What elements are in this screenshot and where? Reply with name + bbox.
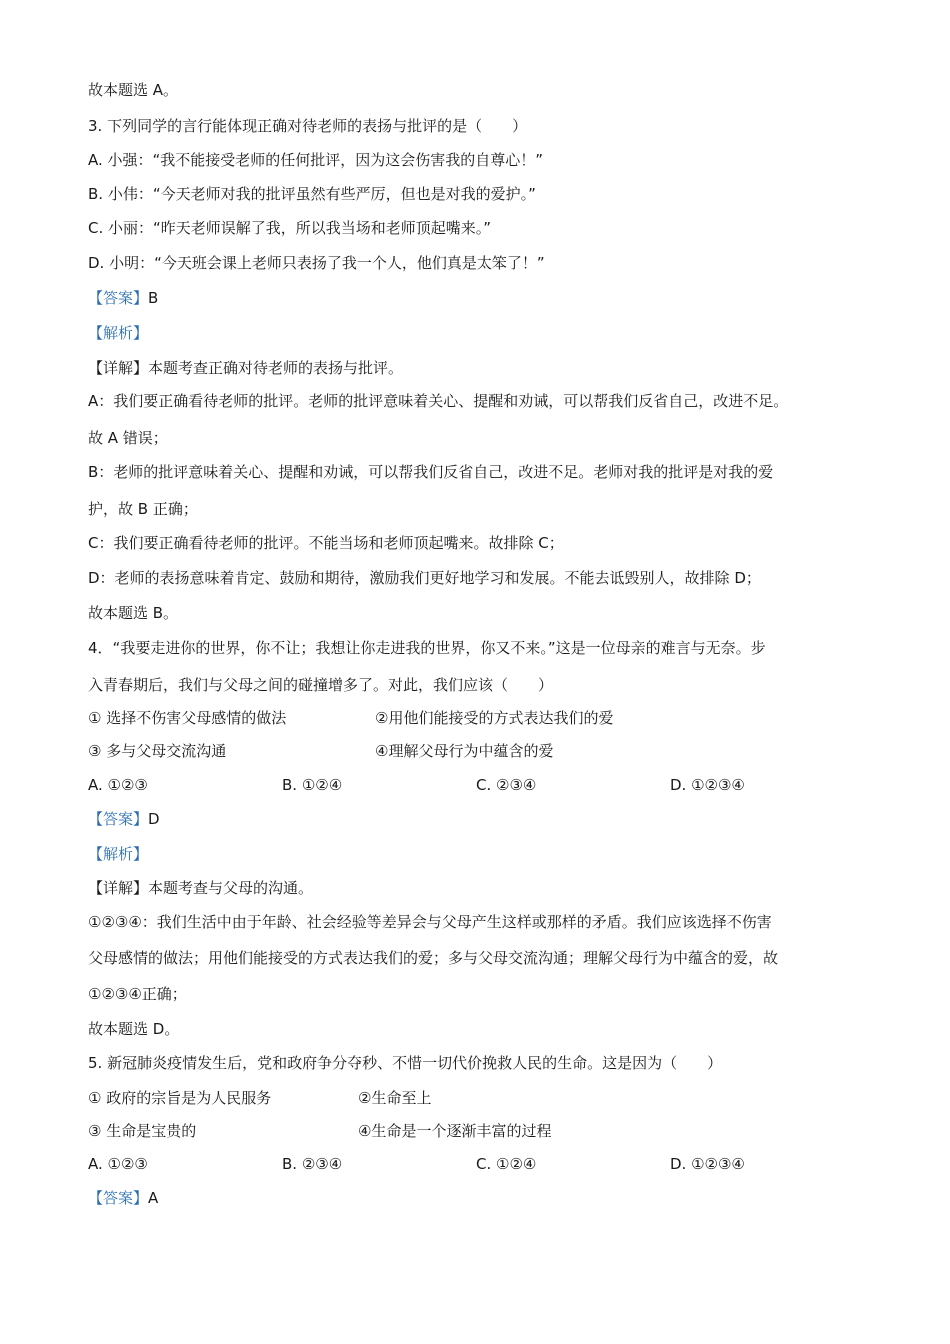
q4-choice-a: A. ①②③ xyxy=(88,776,148,794)
q4-detail xyxy=(88,878,313,898)
q3-line-a: A：我们要正确看待老师的批评。老师的批评意味着关心、提醒和劝诫，可以帮我们反省自己，改进不足。 xyxy=(88,392,789,410)
detail-text: 本题考查与父母的沟通。 xyxy=(148,879,314,897)
q4-item-3: ③ 多与父母交流沟通 xyxy=(88,742,227,760)
q3-line-c: C：我们要正确看待老师的批评。不能当场和老师顶起嘴来。故排除 C； xyxy=(88,534,564,552)
q4-line-3: ①②③④正确； xyxy=(88,985,187,1003)
q5-choice-d: D. ①②③④ xyxy=(670,1155,745,1173)
intro-conclusion: 故本题选 A。 xyxy=(88,81,179,99)
detail-label: 【详解】 xyxy=(88,359,149,377)
q4-choice-b: B. ①②④ xyxy=(282,776,343,794)
answer-label: 【答案】 xyxy=(88,810,149,828)
answer-value: B xyxy=(148,289,159,307)
q3-line-d: D：老师的表扬意味着肯定、鼓励和期待，激励我们更好地学习和发展。不能去诋毁别人，故排除 D； xyxy=(88,569,761,587)
q4-item-4: ④理解父母行为中蕴含的爱 xyxy=(375,742,554,760)
q5-answer xyxy=(88,1188,158,1208)
q3-option-a: A. 小强：“我不能接受老师的任何批评，因为这会伤害我的自尊心！” xyxy=(88,151,544,169)
q3-analysis-label: 【解析】 xyxy=(88,324,149,342)
answer-label: 【答案】 xyxy=(88,1189,149,1207)
q4-item-1: ① 选择不伤害父母感情的做法 xyxy=(88,709,287,727)
q3-line-b: B：老师的批评意味着关心、提醒和劝诫，可以帮我们反省自己，改进不足。老师对我的批评是对我的爱 xyxy=(88,463,774,481)
q4-stem-line1: 4．“我要走进你的世界，你不让；我想让你走进我的世界，你又不来。”这是一位母亲的难言与无奈。步 xyxy=(88,639,766,657)
q4-conclusion: 故本题选 D。 xyxy=(88,1020,180,1038)
q4-line-2: 父母感情的做法；用他们能接受的方式表达我们的爱；多与父母交流沟通；理解父母行为中蕴含的爱，故 xyxy=(88,949,779,967)
q3-detail xyxy=(88,358,403,378)
q5-choice-b: B. ②③④ xyxy=(282,1155,343,1173)
q4-choice-d: D. ①②③④ xyxy=(670,776,745,794)
q5-item-2: ②生命至上 xyxy=(358,1089,432,1107)
q5-item-1: ① 政府的宗旨是为人民服务 xyxy=(88,1089,272,1107)
q3-option-c: C. 小丽：“昨天老师误解了我，所以我当场和老师顶起嘴来。” xyxy=(88,219,492,237)
q3-option-b: B. 小伟：“今天老师对我的批评虽然有些严厉，但也是对我的爱护。” xyxy=(88,185,536,203)
answer-value: D xyxy=(148,810,160,828)
answer-label: 【答案】 xyxy=(88,289,149,307)
q5-item-3: ③ 生命是宝贵的 xyxy=(88,1122,197,1140)
q4-item-2: ②用他们能接受的方式表达我们的爱 xyxy=(375,709,614,727)
q3-line-a-result: 故 A 错误； xyxy=(88,429,168,447)
q5-choice-c: C. ①②④ xyxy=(476,1155,537,1173)
answer-value: A xyxy=(148,1189,159,1207)
q4-analysis-label: 【解析】 xyxy=(88,845,149,863)
q3-answer xyxy=(88,288,158,308)
q4-line-1: ①②③④：我们生活中由于年龄、社会经验等差异会与父母产生这样或那样的矛盾。我们应该选择不伤害 xyxy=(88,913,772,931)
q4-stem-line2: 入青春期后，我们与父母之间的碰撞增多了。对此，我们应该（ ） xyxy=(88,676,554,694)
q3-stem: 3. 下列同学的言行能体现正确对待老师的表扬与批评的是（ ） xyxy=(88,117,528,135)
q4-answer xyxy=(88,809,160,829)
q5-choice-a: A. ①②③ xyxy=(88,1155,148,1173)
q4-choice-c: C. ②③④ xyxy=(476,776,537,794)
q3-line-b-result: 护，故 B 正确； xyxy=(88,500,198,518)
q5-stem: 5. 新冠肺炎疫情发生后，党和政府争分夺秒、不惜一切代价挽救人民的生命。这是因为（ ） xyxy=(88,1054,723,1072)
detail-label: 【详解】 xyxy=(88,879,149,897)
q3-conclusion: 故本题选 B。 xyxy=(88,604,179,622)
detail-text: 本题考查正确对待老师的表扬与批评。 xyxy=(148,359,404,377)
q5-item-4: ④生命是一个逐渐丰富的过程 xyxy=(358,1122,552,1140)
q3-option-d: D. 小明：“今天班会课上老师只表扬了我一个人，他们真是太笨了！” xyxy=(88,254,545,272)
